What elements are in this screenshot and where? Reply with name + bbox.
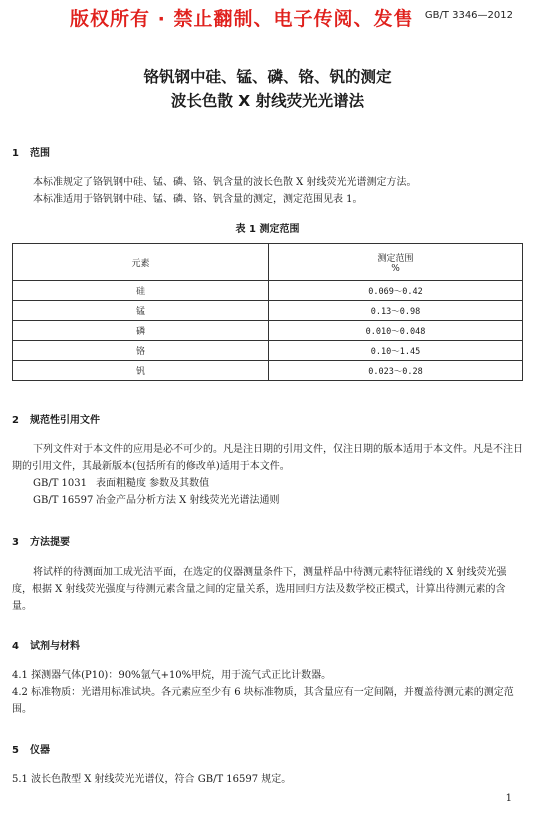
range-table	[12, 243, 523, 381]
table-row	[13, 321, 523, 341]
element-cell: 锰	[13, 301, 269, 321]
paragraph: 将试样的待测面加工成光洁平面，在选定的仪器测量条件下，测量样品中待测元素特征谱线的 X 射线荧光强度，根据 X 射线荧光强度与待测元素含量之间的定量关系，选用回归方法及数学校正模式，计算出待测元素的含量。	[12, 567, 507, 612]
reference-code: GB/T 16597	[33, 495, 94, 506]
section-number: 5	[12, 745, 19, 756]
header-range-label: 测定范围	[377, 253, 414, 264]
element-cell: 钒	[13, 361, 269, 381]
document-title-line2: 波长色散 X 射线荧光光谱法	[170, 92, 365, 110]
section-5-body	[12, 771, 524, 788]
section-1-heading	[12, 144, 50, 159]
section-number: 3	[12, 537, 19, 548]
range-cell: 0.13～0.98	[269, 301, 523, 321]
section-number: 4	[12, 641, 19, 652]
page-number: 1	[505, 793, 512, 804]
standard-number: GB/T 3346—2012	[424, 10, 513, 21]
section-2-heading	[12, 411, 100, 426]
range-cell: 0.069～0.42	[269, 281, 523, 301]
header-range-unit: %	[391, 263, 400, 274]
paragraph: 本标准规定了铬钒钢中硅、锰、磷、铬、钒含量的波长色散 X 射线荧光光谱测定方法。	[33, 177, 417, 188]
clause-item: 4.2 标准物质：光谱用标准试块。各元素应至少有 6 块标准物质，其含量应有一定间隔，并覆盖待测元素的测定范围。	[12, 687, 514, 715]
section-3-body	[12, 564, 524, 615]
table-row	[13, 361, 523, 381]
section-title: 仪器	[30, 745, 50, 756]
section-number: 2	[12, 415, 19, 426]
section-title: 范围	[30, 148, 50, 159]
reference-code: GB/T 1031	[33, 478, 88, 489]
reference-item	[12, 492, 524, 509]
section-title: 试剂与材料	[30, 641, 80, 652]
table-caption: 表 1 测定范围	[235, 224, 300, 235]
range-cell: 0.023～0.28	[269, 361, 523, 381]
range-cell: 0.010～0.048	[269, 321, 523, 341]
range-cell: 0.10～1.45	[269, 341, 523, 361]
section-title: 规范性引用文件	[30, 415, 100, 426]
reference-title: 冶金产品分析方法 X 射线荧光光谱法通则	[96, 495, 280, 506]
reference-item	[12, 475, 524, 492]
section-2-body	[12, 441, 524, 509]
table-row	[13, 281, 523, 301]
section-5-heading	[12, 741, 50, 756]
reference-title: 表面粗糙度 参数及其数值	[96, 478, 210, 489]
header-cell-element: 元素	[13, 244, 269, 281]
paragraph: 本标准适用于铬钒钢中硅、锰、磷、铬、钒含量的测定，测定范围见表 1。	[33, 194, 363, 205]
element-cell: 铬	[13, 341, 269, 361]
clause-item: 4.1 探测器气体(P10)：90%氩气+10%甲烷，用于流气式正比计数器。	[12, 670, 332, 681]
document-title-line1: 铬钒钢中硅、锰、磷、铬、钒的测定	[143, 68, 392, 86]
section-4-heading	[12, 637, 80, 652]
copyright-watermark: 版权所有 · 禁止翻制、电子传阅、发售	[70, 8, 414, 30]
table-header-row	[13, 244, 523, 281]
section-3-heading	[12, 533, 70, 548]
table-row	[13, 341, 523, 361]
section-4-body	[12, 667, 524, 718]
clause-item: 5.1 波长色散型 X 射线荧光光谱仪，符合 GB/T 16597 规定。	[12, 774, 292, 785]
header-cell-range	[269, 244, 523, 281]
element-cell: 硅	[13, 281, 269, 301]
element-cell: 磷	[13, 321, 269, 341]
section-1-body	[12, 174, 524, 208]
section-title: 方法提要	[30, 537, 70, 548]
paragraph: 下列文件对于本文件的应用是必不可少的。凡是注日期的引用文件，仅注日期的版本适用于本文件。凡是不注日期的引用文件，其最新版本(包括所有的修改单)适用于本文件。	[12, 444, 523, 472]
section-number: 1	[12, 148, 19, 159]
table-row	[13, 301, 523, 321]
